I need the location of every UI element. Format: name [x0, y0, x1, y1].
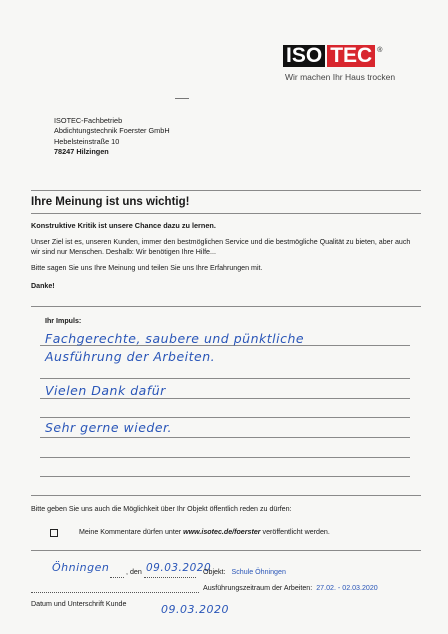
handwritten-signature-date: 09.03.2020: [161, 603, 229, 616]
logo-slogan: Wir machen Ihr Haus trocken: [285, 72, 396, 82]
address-line-1: ISOTEC-Fachbetrieb: [54, 116, 123, 125]
signature-dots: [31, 592, 199, 593]
writing-line: [40, 417, 410, 418]
consent-statement: [79, 528, 330, 536]
logo-iso: ISO: [283, 45, 325, 67]
period-label: Ausführungszeitraum der Arbeiten:: [203, 584, 313, 592]
isotec-logo: [283, 43, 433, 82]
consent-question: Bitte geben Sie uns auch die Möglichkeit über Ihr Objekt öffentlich reden zu dürfen:: [31, 505, 292, 513]
recipient-address: [54, 116, 170, 158]
writing-line: [40, 457, 410, 458]
impulse-label: Ihr Impuls:: [45, 317, 82, 325]
form-heading: Ihre Meinung ist uns wichtig!: [31, 196, 190, 208]
address-line-3: Hebelsteinstraße 10: [54, 136, 120, 146]
handwritten-impulse-line-2: Ausführung der Arbeiten.: [45, 349, 216, 364]
period-value: 27.02. - 02.03.2020: [316, 584, 378, 592]
handwritten-impulse-line-1: Fachgerechte, saubere und pünktliche: [45, 331, 305, 346]
form-thanks: Danke!: [31, 282, 55, 290]
divider-signature: [31, 550, 421, 551]
writing-line: [40, 378, 410, 379]
publish-consent-checkbox[interactable]: [50, 529, 58, 537]
address-line-4: 78247 Hilzingen: [54, 147, 109, 157]
form-intro: Unser Ziel ist es, unseren Kunden, immer den bestmöglichen Service und die bestmögliche Qualität zu bieten, aber auch wir sind nur Menschen. Deshalb: Wir benötigen Ihre Hilfe...: [31, 238, 411, 257]
divider-consent: [31, 495, 421, 496]
divider-impulse: [31, 306, 421, 307]
handwritten-place: Öhningen: [52, 561, 110, 574]
writing-line: [40, 476, 410, 477]
date-label: , den: [126, 568, 142, 576]
place-dots: [110, 577, 124, 578]
writing-line: [40, 437, 410, 438]
divider-heading: [31, 213, 421, 214]
period-row: [203, 584, 378, 592]
writing-line: [40, 398, 410, 399]
consent-text-before: Meine Kommentare dürfen unter: [79, 528, 182, 536]
logo-tec: TEC: [327, 45, 375, 67]
handwritten-impulse-line-4: Sehr gerne wieder.: [45, 420, 172, 435]
registered-mark: ®: [377, 47, 383, 54]
logo-wordmark: [283, 43, 433, 69]
date-dots: [144, 577, 196, 578]
fold-mark: [175, 98, 189, 99]
form-request: Bitte sagen Sie uns Ihre Meinung und teilen Sie uns Ihre Erfahrungen mit.: [31, 264, 263, 272]
object-row: [203, 568, 286, 576]
signature-caption: Datum und Unterschrift Kunde: [31, 600, 127, 608]
consent-text-after: veröffentlicht werden.: [262, 528, 330, 536]
handwritten-date: 09.03.2020: [146, 562, 212, 574]
divider-top: [31, 190, 421, 191]
form-subheading: Konstruktive Kritik ist unsere Chance dazu zu lernen.: [31, 221, 216, 230]
handwritten-impulse-line-3: Vielen Dank dafür: [45, 383, 166, 398]
object-label: Objekt:: [203, 568, 226, 576]
address-line-2: Abdichtungstechnik Foerster GmbH: [54, 126, 170, 136]
object-value: Schule Öhningen: [231, 568, 286, 576]
consent-url: www.isotec.de/foerster: [183, 528, 261, 536]
